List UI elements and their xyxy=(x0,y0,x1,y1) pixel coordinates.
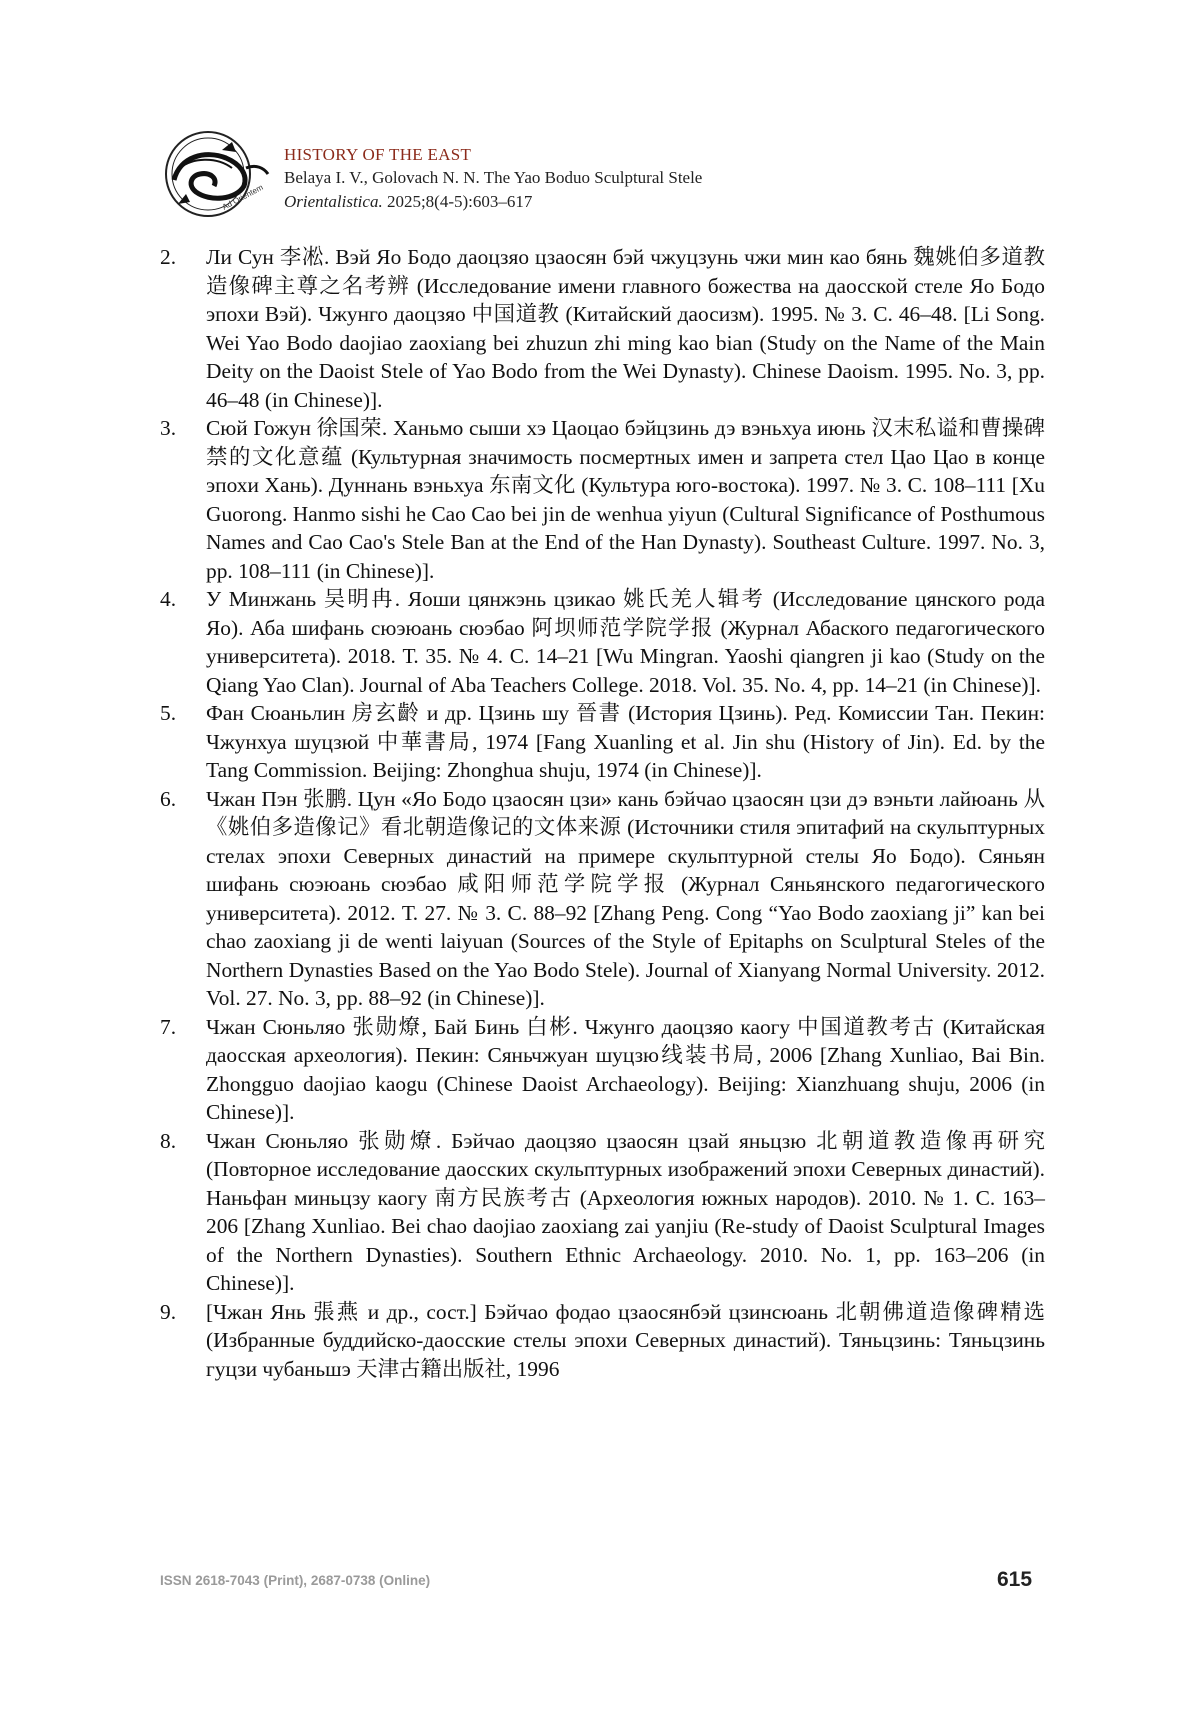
reference-item xyxy=(160,785,1045,1013)
reference-item xyxy=(160,1127,1045,1298)
reference-item xyxy=(160,414,1045,585)
reference-item xyxy=(160,1013,1045,1127)
journal-seal-logo-icon xyxy=(160,128,280,220)
page-header xyxy=(160,128,1060,220)
reference-text: Фан Сюаньлин 房玄齡 и др. Цзинь шу 晉書 (История Цзинь). Ред. Комиссии Тан. Пекин: Чжунхуа шуцзюй 中華書局, 1974 [Fang Xuanling et al. Jin shu (History of Jin). Ed. by the Tang Commission. Beijing: Zhonghua shuju, 1974 (in Chinese)]. xyxy=(206,701,1045,782)
reference-number: 8. xyxy=(160,1128,177,1153)
reference-text: У Минжань 吴明冉. Яоши цянжэнь цзикао 姚氏羌人辑考 (Исследование цянского рода Яо). Аба шифань сюэюань сюэбао 阿坝师范学院学报 (Журнал Абаского педагогического университета). 2018. Т. 35. № 4. С. 14–21 [Wu Mingran. Yaoshi qiangren ji kao (Study on the Qiang Yao Clan). Journal of Aba Teachers College. 2018. Vol. 35. No. 4, pp. 14–21 (in Chinese)]. xyxy=(206,587,1045,697)
reference-text: Чжан Сюньляо 张勋燎, Бай Бинь 白彬. Чжунго даоцзяо каогу 中国道教考古 (Китайская даосская археология). Пекин: Сяньчжуан шуцзю线装书局, 2006 [Zhang Xunliao, Bai Bin. Zhongguo daojiao kaogu (Chinese Daoist Archaeology). Beijing: Xianzhuang shuju, 2006 (in Chinese)]. xyxy=(206,1014,1045,1124)
reference-number: 3. xyxy=(160,416,177,440)
reference-list xyxy=(160,243,1045,1383)
reference-item xyxy=(160,699,1045,785)
article-citation: Belaya I. V., Golovach N. N. The Yao Boduo Sculptural Stele xyxy=(284,168,703,187)
reference-number: 2. xyxy=(160,245,177,269)
reference-item xyxy=(160,243,1045,414)
journal-name: Orientalistica. xyxy=(284,192,383,211)
header-text-block xyxy=(284,144,702,214)
reference-text: Ли Сун 李凇. Вэй Яо Бодо даоцзяо цзаосян бэй чжуцзунь чжи мин као бянь 魏姚伯多道教造像碑主尊之名考辨 (Исследование имени главного божества на даосской стеле Яо Бодо эпохи Вэй). Чжунго даоцзяо 中国道教 (Китайский даосизм). 1995. № 3. С. 46–48. [Li Song. Wei Yao Bodo daojiao zaoxiang bei zhuzun zhi ming kao bian (Study on the Name of the Main Deity on the Daoist Stele of Yao Bodo from the Wei Dynasty). Chinese Daoism. 1995. No. 3, pp. 46–48 (in Chinese)]. xyxy=(206,245,1045,412)
reference-number: 5. xyxy=(160,701,177,725)
journal-citation xyxy=(284,190,702,214)
reference-item xyxy=(160,585,1045,699)
reference-text: Сюй Гожун 徐国荣. Ханьмо сыши хэ Цаоцао бэйцзинь дэ вэньхуа июнь 汉末私谥和曹操碑禁的文化意蕴 (Культурная значимость посмертных имен и запрета стел Цао Цао в конце эпохи Хань). Дуннань вэньхуа 东南文化 (Культура юго-востока). 1997. № 3. С. 108–111 [Xu Guorong. Hanmo sishi he Cao Cao bei jin de wenhua yiyun (Cultural Significance of Posthumous Names and Cao Cao's Stele Ban at the End of the Han Dynasty). Southeast Culture. 1997. No. 3, pp. 108–111 (in Chinese)]. xyxy=(206,416,1045,583)
footer-issn: ISSN 2618-7043 (Print), 2687-0738 (Online) xyxy=(160,1573,431,1588)
reference-text: [Чжан Янь 張燕 и др., сост.] Бэйчао фодао цзаосянбэй цзинсюань 北朝佛道造像碑精选 (Избранные буддийско-даосские стелы эпохи Северных династий). Тяньцзинь: Тяньцзинь гуцзи чубаньшэ 天津古籍出版社, 1996 xyxy=(206,1299,1045,1381)
reference-text: Чжан Пэн 张鹏. Цун «Яо Бодо цзаосян цзи» кань бэйчао цзаосян цзи дэ вэньти лайюань 从《姚伯多造像记》看北朝造像记的文体来源 (Источники стиля эпитафий на скульптурных стелах эпохи Северных династий на примере скульптурной стелы Яо Бодо). Сяньян шифань сюэюань сюэбао 咸阳师范学院学报 (Журнал Сяньянского педагогического университета). 2012. Т. 27. № 3. С. 88–92 [Zhang Peng. Cong “Yao Bodo zaoxiang ji” kan bei chao zaoxiang ji de wenti laiyuan (Sources of the Style of Epitaphs on Sculptural Steles of the Northern Dynasties Based on the Yao Bodo Stele). Journal of Xianyang Normal University. 2012. Vol. 27. No. 3, pp. 88–92 (in Chinese)]. xyxy=(206,786,1045,1010)
journal-volume: 2025;8(4-5):603–617 xyxy=(382,192,533,211)
reference-number: 6. xyxy=(160,786,177,811)
reference-number: 4. xyxy=(160,587,177,611)
reference-text: Чжан Сюньляо 张勋燎. Бэйчао даоцзяо цзаосян цзай яньцзю 北朝道教造像再研究 (Повторное исследование даосских скульптурных изображений эпохи Северных династий). Наньфан миньцзу каогу 南方民族考古 (Археология южных народов). 2010. № 1. С. 163–206 [Zhang Xunliao. Bei chao daojiao zaoxiang zai yanjiu (Re-study of Daoist Sculptural Images of the Northern Dynasties). Southern Ethnic Archaeology. 2010. No. 1, pp. 163–206 (in Chinese)]. xyxy=(206,1128,1045,1295)
page-number: 615 xyxy=(997,1568,1033,1591)
svg-text:Ad Orientem: Ad Orientem xyxy=(220,182,265,212)
section-title: HISTORY OF THE EAST xyxy=(284,145,472,164)
reference-item xyxy=(160,1298,1045,1384)
reference-number: 9. xyxy=(160,1299,177,1324)
reference-number: 7. xyxy=(160,1014,177,1039)
